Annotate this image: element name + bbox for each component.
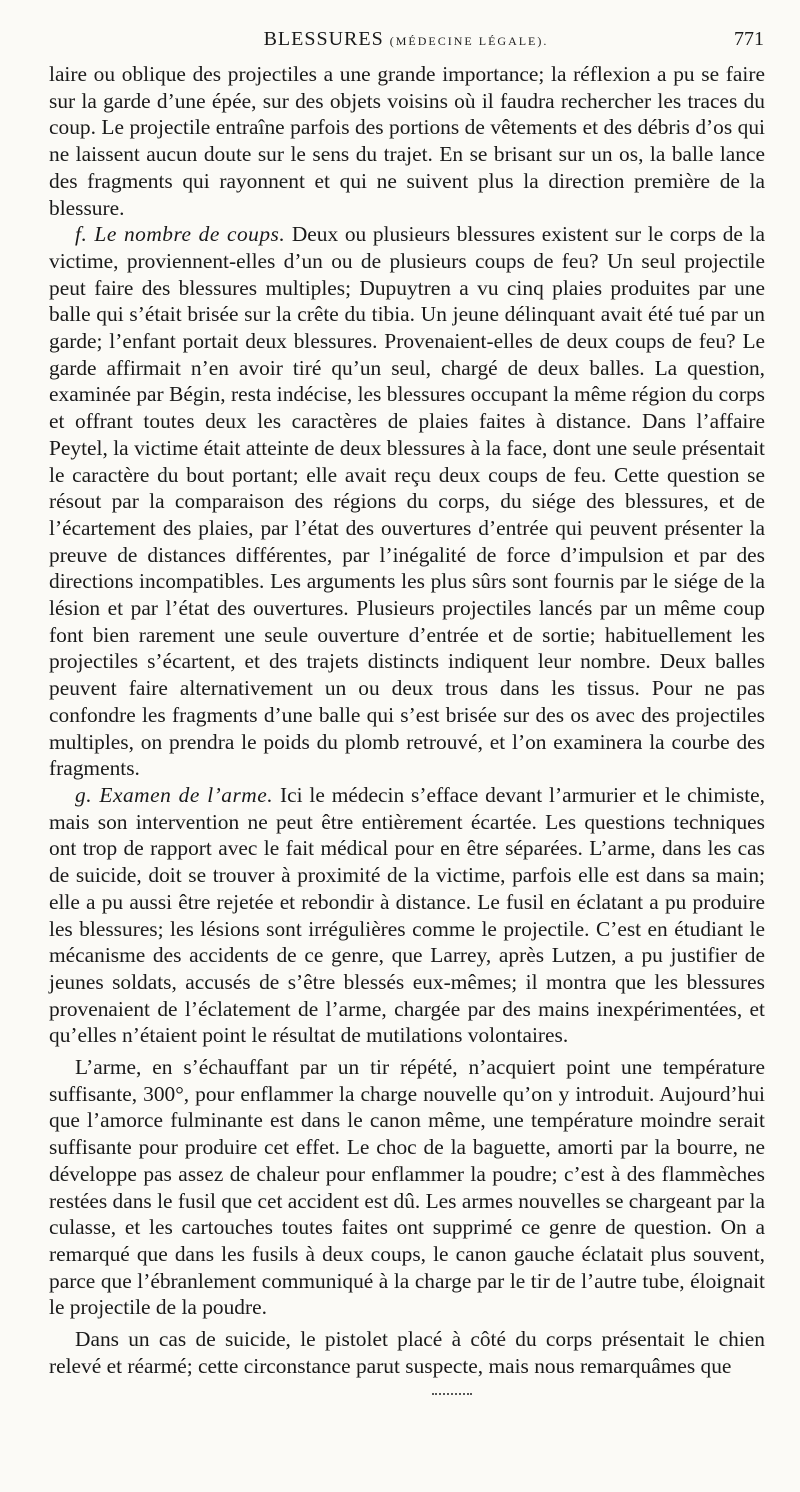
paragraph-2 bbox=[49, 221, 765, 782]
paragraph-5-text: Dans un cas de suicide, le pistolet placé à côté du corps présentait le chien relevé et réarmé; cette circonstance parut suspecte, mais nous remarquâmes que bbox=[49, 1327, 765, 1378]
paragraph-4-text: L’arme, en s’échauffant par un tir répété, n’acquiert point une température suffisante, 300°, pour enflammer la charge nouvelle qu’on y introduit. Aujourd’hui que l’amorce fulminante est dans le canon même, une température moindre serait suffisante pour produire cet effet. Le choc de la baguette, amorti par la bourre, ne développe pas assez de chaleur pour enflammer la poudre; c’est à des flammèches restées dans le fusil que cet accident est dû. Les armes nouvelles se chargeant par la culasse, et les cartouches toutes faites ont supprimé ce genre de question. On a remarqué que dans les fusils à deux coups, le canon gauche éclatait plus souvent, parce que l’ébranlement communiqué à la charge par le tir de l’autre tube, éloignait le projectile de la poudre. bbox=[49, 1055, 765, 1320]
paragraph-5 bbox=[49, 1326, 765, 1379]
header-subtitle: (MÉDECINE LÉGALE). bbox=[389, 34, 549, 48]
header-title-line bbox=[48, 28, 764, 51]
paragraph-1-text: laire ou oblique des projectiles a une grande importance; la réflexion a pu se faire sur la garde d’une épée, sur des objets voisins où il faudra rechercher les traces du coup. Le projectile entraîne parfois des portions de vêtements et des débris d’os qui ne laissent aucun doute sur le sens du trajet. En se brisant sur un os, la balle lance des fragments qui rayonnent et qui ne suivent plus la direction première de la blessure. bbox=[49, 62, 765, 220]
paragraph-1 bbox=[49, 61, 765, 221]
paragraph-2-text: Deux ou plusieurs blessures existent sur le corps de la victime, proviennent-elles d’un ou de plusieurs coups de feu? Un seul projectile peut faire des blessures multiples; Dupuytren a vu cinq plaies produites par une balle qui s’était brisée sur la crête du tibia. Un jeune délinquant avait été tué par un garde; l’enfant portait deux blessures. Provenaient-elles de deux coups de feu? Le garde affirmait n’en avoir tiré qu’un seul, chargé de deux balles. La question, examinée par Bégin, resta indécise, les blessures occupant la même région du corps et offrant toutes deux les caractères de plaies faites à distance. Dans l’affaire Peytel, la victime était atteinte de deux blessures à la face, dont une seule présentait le caractère du bout portant; elle avait reçu deux coups de feu. Cette question se résout par la comparaison des régions du corps, du siége des blessures, et de l’écartement des plaies, par l’état des ouvertures d’entrée qui peuvent présenter la preuve de distances différentes, par l’inégalité de force d’impulsion et par des directions incompatibles. Les arguments les plus sûrs sont fournis par le siége de la lésion et par l’état des ouvertures. Plusieurs projectiles lancés par un même coup font bien rarement une seule ouverture d’entrée et de sortie; habituellement les projectiles s’écartent, et des trajets distincts indiquent leur nombre. Deux balles peuvent faire alternativement un ou deux trous dans les tissus. Pour ne pas confondre les fragments d’une balle qui s’est brisée sur des os avec des projectiles multiples, on prendra le poids du plomb retrouvé, et l’on examinera la courbe des fragments. bbox=[49, 222, 765, 781]
section-f-label: f. Le nombre de coups. bbox=[75, 222, 286, 247]
running-header bbox=[48, 28, 764, 56]
paragraph-3 bbox=[49, 782, 765, 1049]
body-text bbox=[49, 61, 765, 1379]
paragraph-4 bbox=[49, 1054, 765, 1321]
printer-mark bbox=[432, 1387, 472, 1395]
section-g-label: g. Examen de l’arme. bbox=[75, 782, 274, 807]
header-title: BLESSURES bbox=[263, 28, 384, 50]
page-number: 771 bbox=[734, 28, 764, 50]
paragraph-3-text: Ici le médecin s’efface devant l’armurier et le chimiste, mais son intervention ne peut être entièrement écartée. Les questions techniques ont trop de rapport avec le fait médical pour en être séparées. L’arme, dans les cas de suicide, doit se trouver à proximité de la victime, parfois elle est dans sa main; elle a pu aussi être rejetée et rebondir à distance. Le fusil en éclatant a pu produire les blessures; les lésions sont irrégulières comme le projectile. C’est en étudiant le mécanisme des accidents de ce genre, que Larrey, après Lutzen, a pu justifier de jeunes soldats, accusés de s’être blessés eux-mêmes; il montra que les blessures provenaient de l’éclatement de l’arme, chargée par des mains inexpérimentées, et qu’elles n’étaient point le résultat de mutilations volontaires. bbox=[49, 782, 766, 1048]
